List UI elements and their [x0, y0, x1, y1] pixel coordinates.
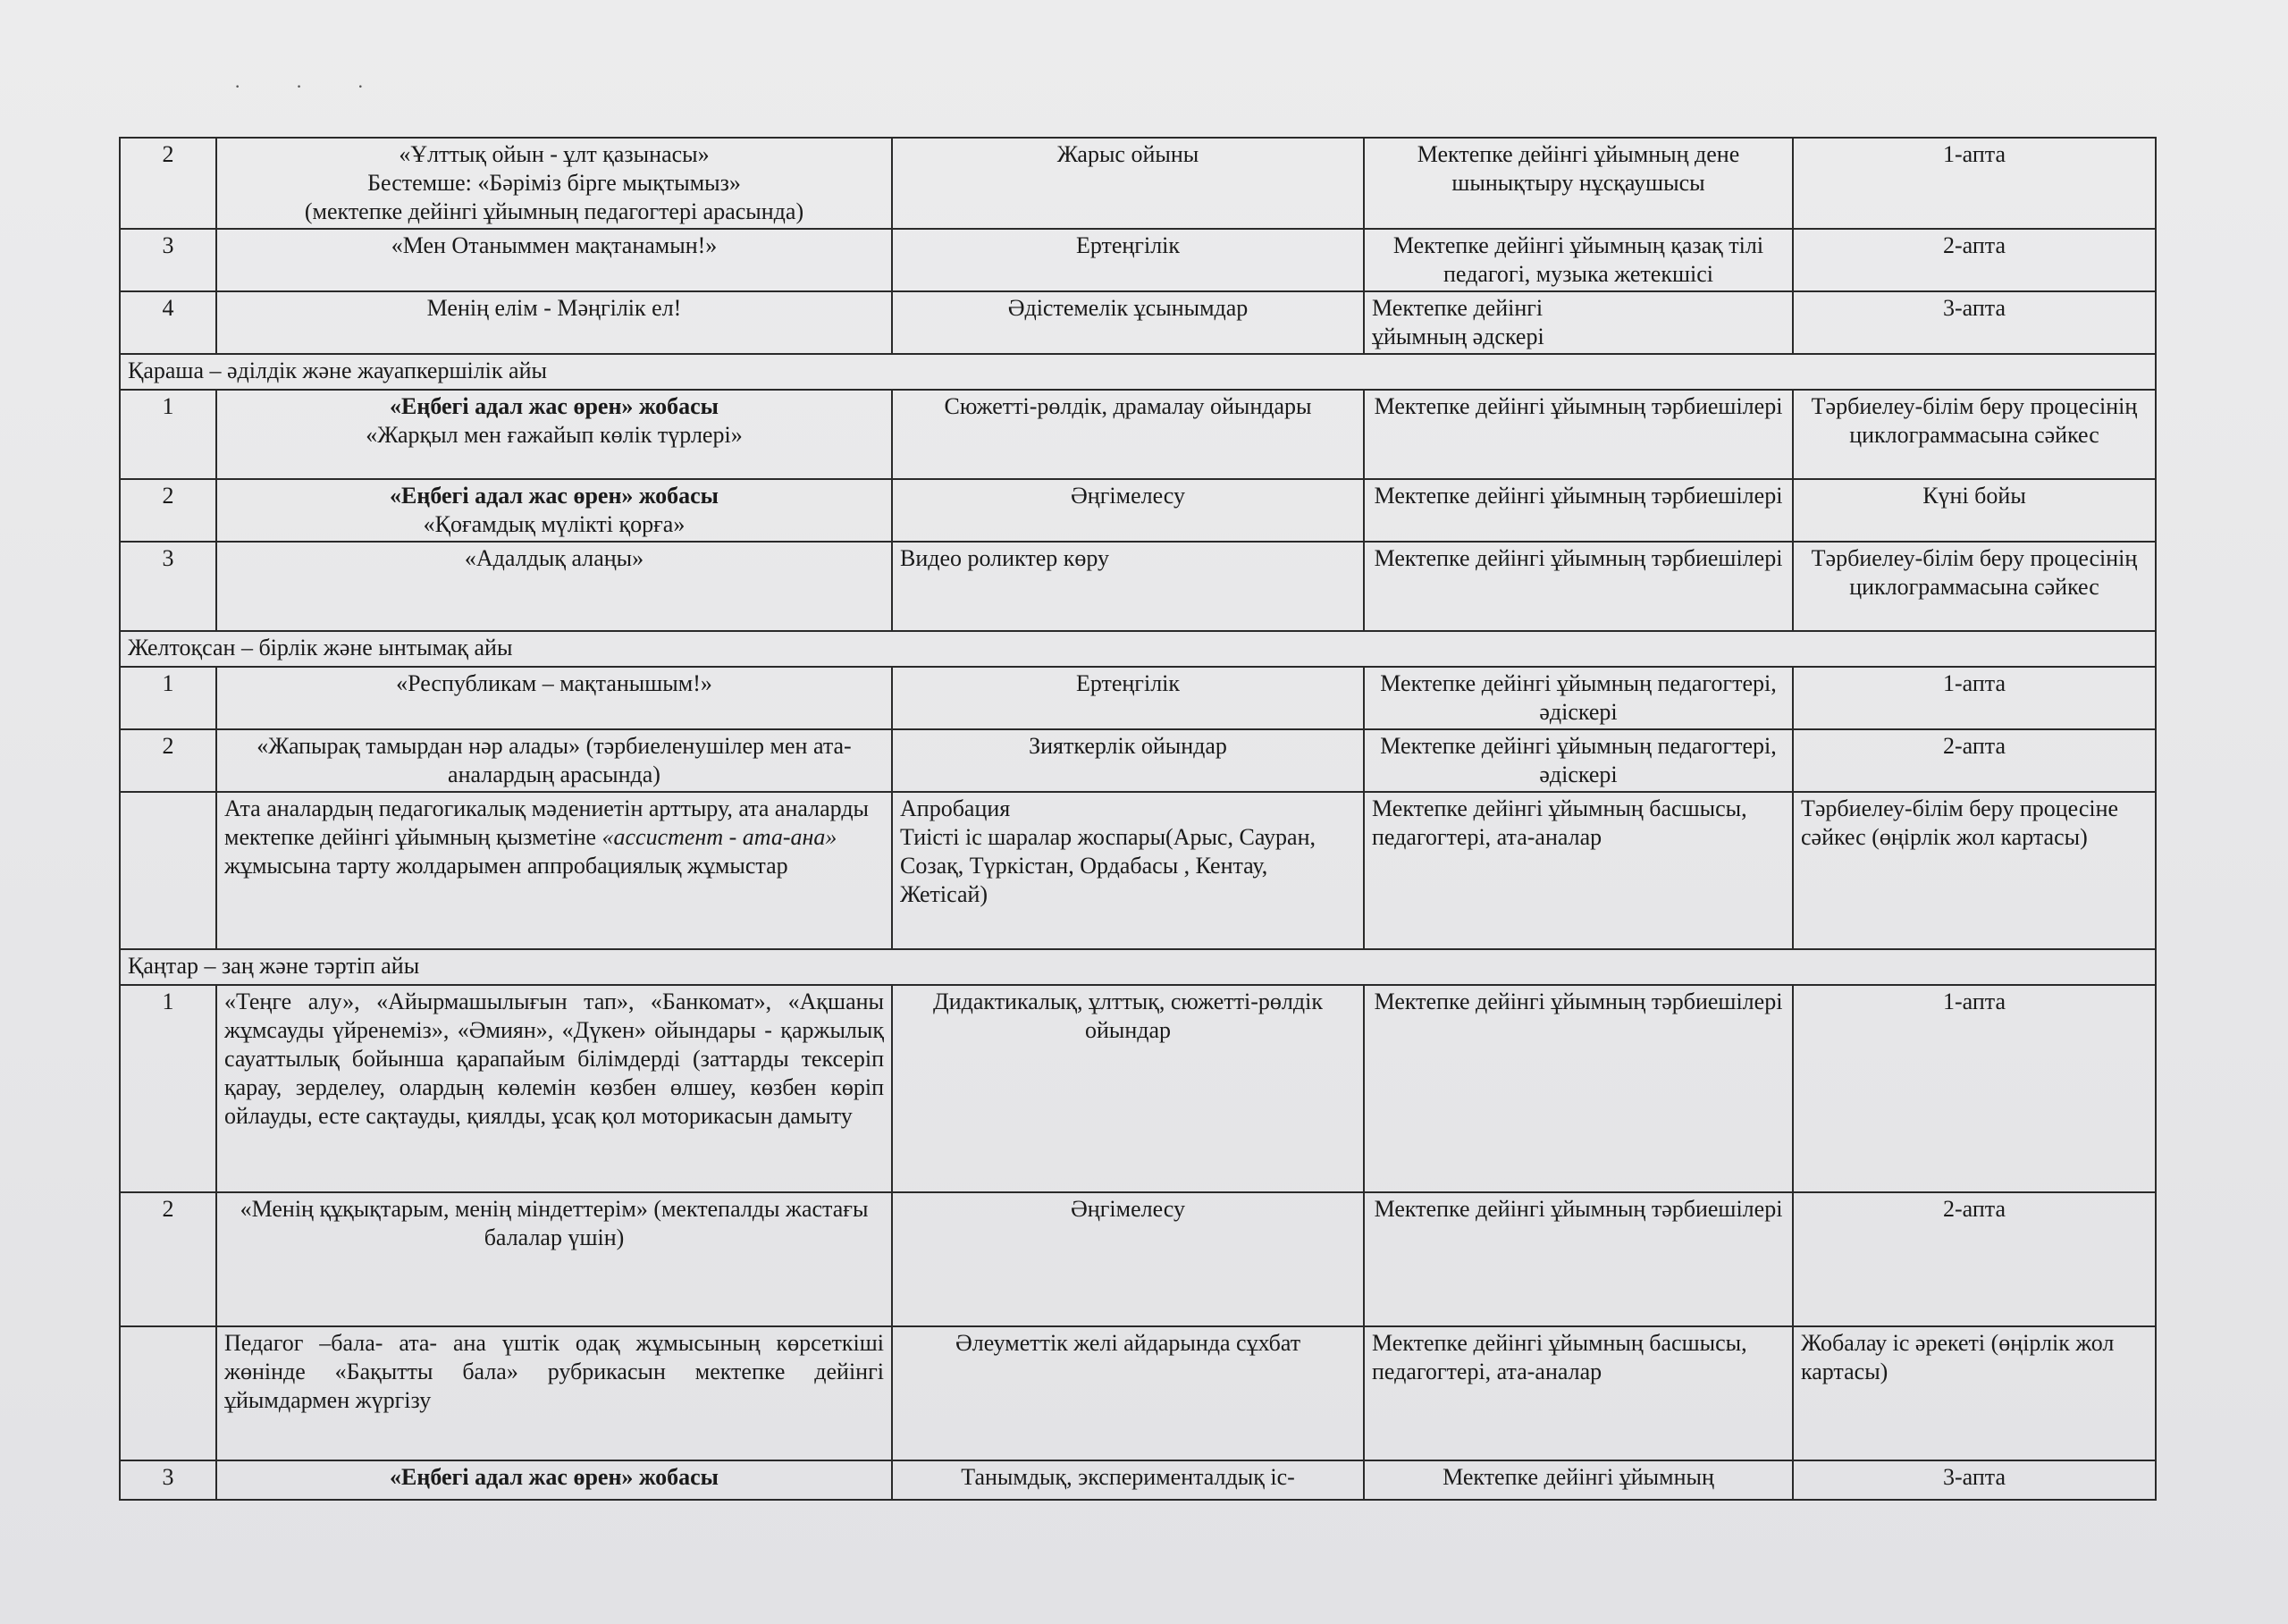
row-number: 2 — [120, 1192, 216, 1326]
table-row — [120, 1192, 2156, 1326]
event-cell — [216, 479, 892, 542]
responsible-cell: Мектепке дейінгі ұйымның тәрбиешілері — [1364, 542, 1793, 631]
event-title: «Жарқыл мен ғажайып көлік түрлері» — [366, 422, 743, 448]
form-cell: Әлеуметтік желі айдарында сұхбат — [892, 1326, 1364, 1460]
form-cell: Танымдық, эксперименталдық іс- — [892, 1460, 1364, 1500]
table-row — [120, 667, 2156, 729]
row-number: 2 — [120, 729, 216, 792]
form-cell: Әңгімелесу — [892, 479, 1364, 542]
table-row — [120, 985, 2156, 1192]
row-number: 2 — [120, 138, 216, 229]
project-title: «Еңбегі адал жас өрен» жобасы — [216, 1460, 892, 1500]
row-number: 3 — [120, 542, 216, 631]
table-row — [120, 291, 2156, 354]
event-cell — [216, 138, 892, 229]
responsible-cell: Мектепке дейінгі ұйымның педагогтері, әдіскері — [1364, 667, 1793, 729]
table-row — [120, 792, 2156, 949]
event-italic: «ассистент - ата-ана» — [601, 824, 837, 850]
event-cell: «Теңге алу», «Айырмашылығын тап», «Банкомат», «Ақшаны жұмсауды үйренеміз», «Әмиян», «Дүкен» ойындары - қаржылық сауаттылық бойынша қарапайым білімдерді (заттарды тексеріп қарау, зерделеу, олардың көлемін көзбен өлшеу, көзбен көріп ойлауды, есте сақтауды, қиялды, ұсақ қол моторикасын дамыту — [216, 985, 892, 1192]
time-cell: 1-апта — [1793, 138, 2156, 229]
row-number: 1 — [120, 985, 216, 1192]
form-cell — [892, 792, 1364, 949]
table-row — [120, 390, 2156, 479]
table-row — [120, 729, 2156, 792]
responsible-cell: Мектепке дейінгі ұйымның педагогтері, әдіскері — [1364, 729, 1793, 792]
time-cell: Жобалау іс әрекеті (өңірлік жол картасы) — [1793, 1326, 2156, 1460]
time-cell: Тәрбиелеу-білім беру процесінің циклограммасына сәйкес — [1793, 390, 2156, 479]
month-heading-november: Қараша – әділдік және жауапкершілік айы — [120, 354, 2156, 390]
form-cell: Сюжетті-рөлдік, драмалау ойындары — [892, 390, 1364, 479]
event-note: (мектепке дейінгі ұйымның педагогтері арасында) — [304, 198, 804, 224]
table-row — [120, 542, 2156, 631]
responsible-cell: Мектепке дейінгі ұйымның тәрбиешілері — [1364, 390, 1793, 479]
time-cell: 3-апта — [1793, 291, 2156, 354]
table-row — [120, 138, 2156, 229]
event-title: «Ұлттық ойын - ұлт қазынасы» — [399, 141, 710, 167]
events-plan-table — [119, 137, 2157, 1501]
page-marks: · · · — [234, 75, 389, 97]
form-line: Тиісті іс шаралар жоспары(Арыс, Сауран, Созақ, Түркістан, Ордабасы , Кентау, Жетісай) — [900, 824, 1316, 907]
row-number: 4 — [120, 291, 216, 354]
responsible-cell — [1364, 291, 1793, 354]
form-cell: Жарыс ойыны — [892, 138, 1364, 229]
row-number: 2 — [120, 479, 216, 542]
responsible-cell: Мектепке дейінгі ұйымның — [1364, 1460, 1793, 1500]
row-number — [120, 792, 216, 949]
event-cell: «Мен Отаныммен мақтанамын!» — [216, 229, 892, 291]
event-cell: «Адалдық алаңы» — [216, 542, 892, 631]
form-cell: Ертеңгілік — [892, 667, 1364, 729]
table-row — [120, 479, 2156, 542]
time-cell: 1-апта — [1793, 667, 2156, 729]
event-text: жұмысына тарту жолдарымен аппробациялық жұмыстар — [224, 853, 788, 879]
event-cell: «Менің құқықтарым, менің міндеттерім» (мектепалды жастағы балалар үшін) — [216, 1192, 892, 1326]
responsible-line: ұйымның әдскері — [1372, 324, 1544, 349]
time-cell: 2-апта — [1793, 1192, 2156, 1326]
month-row — [120, 631, 2156, 667]
table-row — [120, 1460, 2156, 1500]
event-cell — [216, 792, 892, 949]
event-title: «Қоғамдық мүлікті қорға» — [423, 511, 686, 537]
form-cell: Зияткерлік ойындар — [892, 729, 1364, 792]
form-cell: Ертеңгілік — [892, 229, 1364, 291]
time-cell: 2-апта — [1793, 729, 2156, 792]
responsible-cell: Мектепке дейінгі ұйымның тәрбиешілері — [1364, 1192, 1793, 1326]
month-row — [120, 354, 2156, 390]
event-cell — [216, 390, 892, 479]
form-cell: Видео роликтер көру — [892, 542, 1364, 631]
project-title: «Еңбегі адал жас өрен» жобасы — [390, 393, 719, 419]
table-row — [120, 1326, 2156, 1460]
row-number — [120, 1326, 216, 1460]
responsible-cell: Мектепке дейінгі ұйымның тәрбиешілері — [1364, 479, 1793, 542]
time-cell: 1-апта — [1793, 985, 2156, 1192]
responsible-line: Мектепке дейінгі — [1372, 295, 1544, 321]
form-cell: Әңгімелесу — [892, 1192, 1364, 1326]
event-cell: Менің елім - Мәңгілік ел! — [216, 291, 892, 354]
form-cell: Дидактикалық, ұлттық, сюжетті-рөлдік ойындар — [892, 985, 1364, 1192]
responsible-cell: Мектепке дейінгі ұйымның басшысы, педагогтері, ата-аналар — [1364, 792, 1793, 949]
responsible-cell: Мектепке дейінгі ұйымның дене шынықтыру нұсқаушысы — [1364, 138, 1793, 229]
time-cell: 3-апта — [1793, 1460, 2156, 1500]
month-row — [120, 949, 2156, 985]
project-title: «Еңбегі адал жас өрен» жобасы — [390, 483, 719, 509]
form-line: Апробация — [900, 795, 1011, 821]
event-text: Ата аналардың педагогикалық мәдениетін арттыру, ата аналарды мектепке дейінгі ұйымның қызметіне — [224, 795, 870, 850]
time-cell: Тәрбиелеу-білім беру процесіне сәйкес (өңірлік жол картасы) — [1793, 792, 2156, 949]
row-number: 1 — [120, 390, 216, 479]
responsible-cell: Мектепке дейінгі ұйымның тәрбиешілері — [1364, 985, 1793, 1192]
event-cell: «Республикам – мақтанышым!» — [216, 667, 892, 729]
responsible-cell: Мектепке дейінгі ұйымның басшысы, педагогтері, ата-аналар — [1364, 1326, 1793, 1460]
month-heading-january: Қаңтар – заң және тәртіп айы — [120, 949, 2156, 985]
table-row — [120, 229, 2156, 291]
row-number: 1 — [120, 667, 216, 729]
time-cell: Тәрбиелеу-білім беру процесінің циклограммасына сәйкес — [1793, 542, 2156, 631]
time-cell: Күні бойы — [1793, 479, 2156, 542]
row-number: 3 — [120, 229, 216, 291]
form-cell: Әдістемелік ұсынымдар — [892, 291, 1364, 354]
event-subtitle: Бестемше: «Бәріміз бірге мықтымыз» — [367, 170, 741, 196]
row-number: 3 — [120, 1460, 216, 1500]
time-cell: 2-апта — [1793, 229, 2156, 291]
event-cell: «Жапырақ тамырдан нәр алады» (тәрбиеленушілер мен ата-аналардың арасында) — [216, 729, 892, 792]
month-heading-december: Желтоқсан – бірлік және ынтымақ айы — [120, 631, 2156, 667]
responsible-cell: Мектепке дейінгі ұйымның қазақ тілі педагогі, музыка жетекшісі — [1364, 229, 1793, 291]
event-cell: Педагог –бала- ата- ана үштік одақ жұмысының көрсеткіші жөнінде «Бақытты бала» рубрикасын мектепке дейінгі ұйымдармен жүргізу — [216, 1326, 892, 1460]
